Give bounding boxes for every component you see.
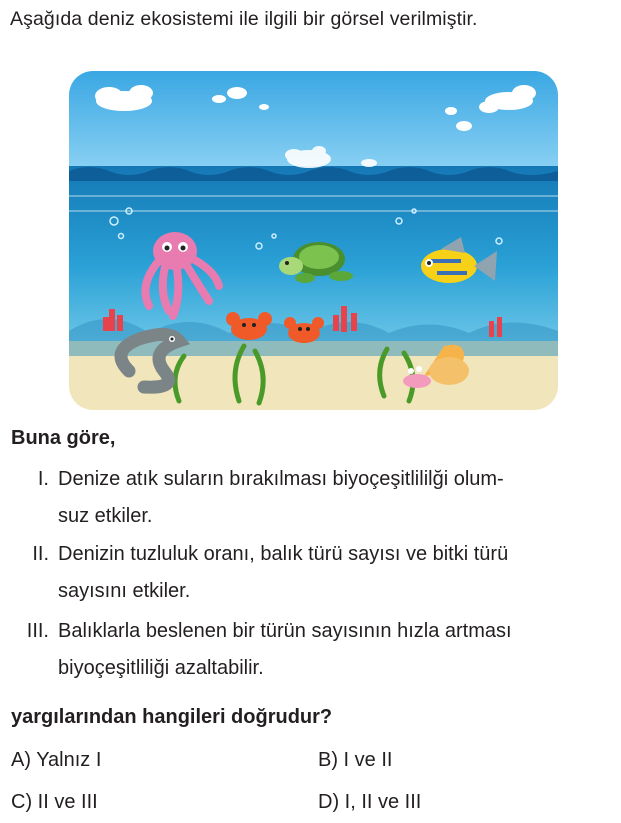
statement-number: II. bbox=[32, 543, 49, 565]
option-a[interactable]: A) Yalnız I bbox=[11, 749, 102, 771]
statement-number: I. bbox=[37, 468, 49, 490]
option-d[interactable]: D) I, II ve III bbox=[318, 791, 422, 813]
option-b[interactable]: B) I ve II bbox=[318, 749, 393, 771]
intro-text: Aşağıda deniz ekosistemi ile ilgili bir görsel verilmiştir. bbox=[10, 8, 478, 30]
statement-number: III. bbox=[26, 620, 49, 642]
statement-text-line: biyoçeşitliliği azaltabilir. bbox=[58, 657, 264, 679]
statement-text-line: Denize atık suların bırakılması biyoçeşitlililği olum- bbox=[58, 468, 504, 490]
question-text: yargılarından hangileri doğrudur? bbox=[11, 706, 333, 728]
statement-text-line: sayısını etkiler. bbox=[58, 580, 191, 602]
statement-text-line: suz etkiler. bbox=[58, 505, 153, 527]
lead-text: Buna göre, bbox=[11, 427, 116, 449]
statement-text-line: Denizin tuzluluk oranı, balık türü sayısı ve bitki türü bbox=[58, 543, 509, 565]
option-c[interactable]: C) II ve III bbox=[11, 791, 98, 813]
marine-ecosystem-illustration bbox=[69, 71, 558, 410]
statement-text-line: Balıklarla beslenen bir türün sayısının hızla artması bbox=[58, 620, 512, 642]
